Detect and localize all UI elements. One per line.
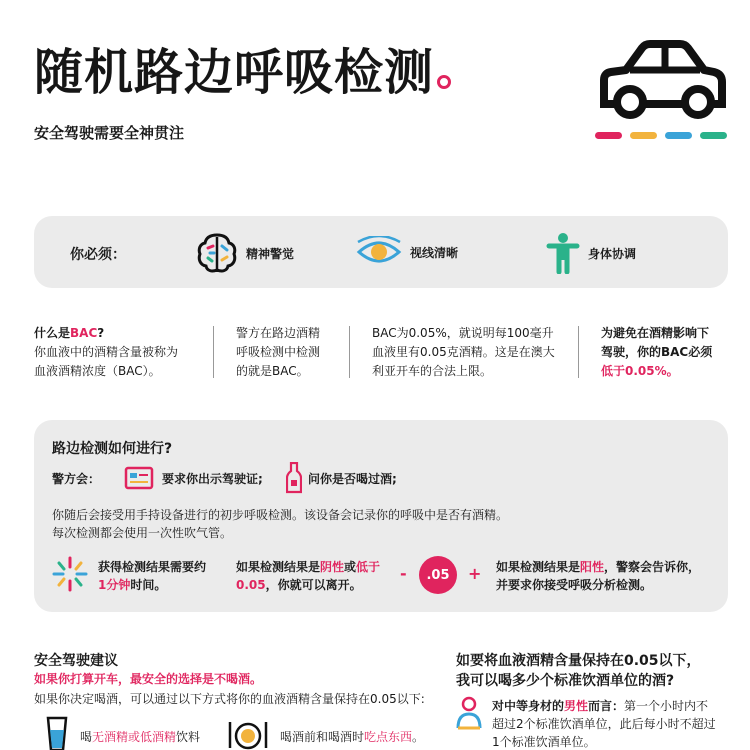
timer-burst-icon <box>52 556 88 592</box>
requirement-coordination <box>546 232 636 274</box>
divider <box>213 326 214 378</box>
bac-limit-explained <box>372 324 572 381</box>
glass-icon <box>46 716 68 750</box>
bac-requirement <box>601 324 731 381</box>
page-subtitle: 安全驾驶需要全神贯注 <box>34 124 185 142</box>
requirement-alert <box>196 232 294 274</box>
plus-sign: + <box>468 564 482 583</box>
limit-line1: BAC为0.05%，就说明每100毫升 <box>372 326 554 340</box>
male-guideline: 对中等身材的男性而言：第一个小时内不 超过2个标准饮酒单位，此后每小时不超过 1个标准饮酒单位。 <box>492 699 716 749</box>
divider <box>578 326 579 378</box>
police-line1: 警方在路边酒精 <box>236 326 321 340</box>
male-figure-icon <box>454 696 484 732</box>
req-line1: 为避免在酒精影响下 <box>601 326 710 340</box>
action-ask-drinking: 问你是否喝过酒; <box>308 472 397 486</box>
dash-yellow <box>630 132 657 139</box>
result-positive: 如果检测结果是阳性，警察会告诉你， 并要求你接受呼吸分析检测。 <box>496 560 701 592</box>
test-desc-1: 你随后会接受用手持设备进行的初步呼吸检测。该设备会记录你的呼吸中是否有酒精。 <box>52 508 509 522</box>
requirement-alert-label: 精神警觉 <box>246 246 295 261</box>
requirement-coordination-label: 身体协调 <box>588 246 637 261</box>
advice-body: 如果你决定喝酒，可以通过以下方式将你的血液酒精含量保持在0.05以下: <box>34 692 425 706</box>
dash-green <box>700 132 727 139</box>
drinks-heading-2: 我可以喝多少个标准饮酒单位的酒? <box>456 673 675 689</box>
drinks-heading-1: 如要将血液酒精含量保持在0.05以下， <box>456 653 701 669</box>
test-desc-2: 每次检测都会使用一次性吹气管。 <box>52 526 233 540</box>
brain-icon <box>196 232 238 274</box>
person-icon <box>546 232 580 274</box>
police-line3: 的就是BAC。 <box>236 364 309 378</box>
limit-line3: 利亚开车的合法上限。 <box>372 364 493 378</box>
test-heading: 路边检测如何进行? <box>52 441 173 457</box>
police-line2: 呼吸检测中检测 <box>236 345 321 359</box>
limit-badge: .05 <box>419 556 457 594</box>
title-dot <box>437 75 451 89</box>
requirement-vision-label: 视线清晰 <box>410 245 459 260</box>
police-label: 警方会： <box>52 472 101 486</box>
plate-cutlery-icon <box>226 718 270 750</box>
bac-police-test <box>236 324 346 381</box>
car-icon <box>594 40 728 120</box>
result-negative: 如果检测结果是阴性或低于 0.05，你就可以离开。 <box>236 560 381 592</box>
bac-question: 什么是BAC? <box>34 326 105 340</box>
page-title: 随机路边呼吸检测 <box>34 34 451 104</box>
tip-eat-food: 喝酒前和喝酒时吃点东西。 <box>280 730 425 744</box>
req-line2: 驾驶，你的BAC必须 <box>601 345 713 359</box>
advice-red-line: 如果你打算开车，最安全的选择是不喝酒。 <box>34 672 263 686</box>
tip-low-alcohol: 喝无酒精或低酒精饮料 <box>80 730 201 744</box>
action-show-license: 要求你出示驾驶证; <box>162 472 263 486</box>
divider <box>349 326 350 378</box>
color-dashes <box>595 132 727 139</box>
eye-icon <box>356 236 402 268</box>
bac-def-line2: 血液酒精浓度（BAC）。 <box>34 364 161 378</box>
requirements-label: 你必须： <box>70 247 126 263</box>
dash-red <box>595 132 622 139</box>
req-line3: 低于0.05%。 <box>601 364 679 378</box>
result-time: 获得检测结果需要约 1分钟时间。 <box>98 560 207 592</box>
limit-line2: 血液里有0.05克酒精。这是在澳大 <box>372 345 555 359</box>
dash-blue <box>665 132 692 139</box>
requirement-vision <box>356 236 458 268</box>
bottle-icon <box>286 462 302 494</box>
advice-heading: 安全驾驶建议 <box>34 653 118 669</box>
bac-definition <box>34 324 204 381</box>
minus-sign: - <box>400 564 407 583</box>
bac-def-line1: 你血液中的酒精含量被称为 <box>34 345 179 359</box>
license-icon <box>124 466 154 490</box>
